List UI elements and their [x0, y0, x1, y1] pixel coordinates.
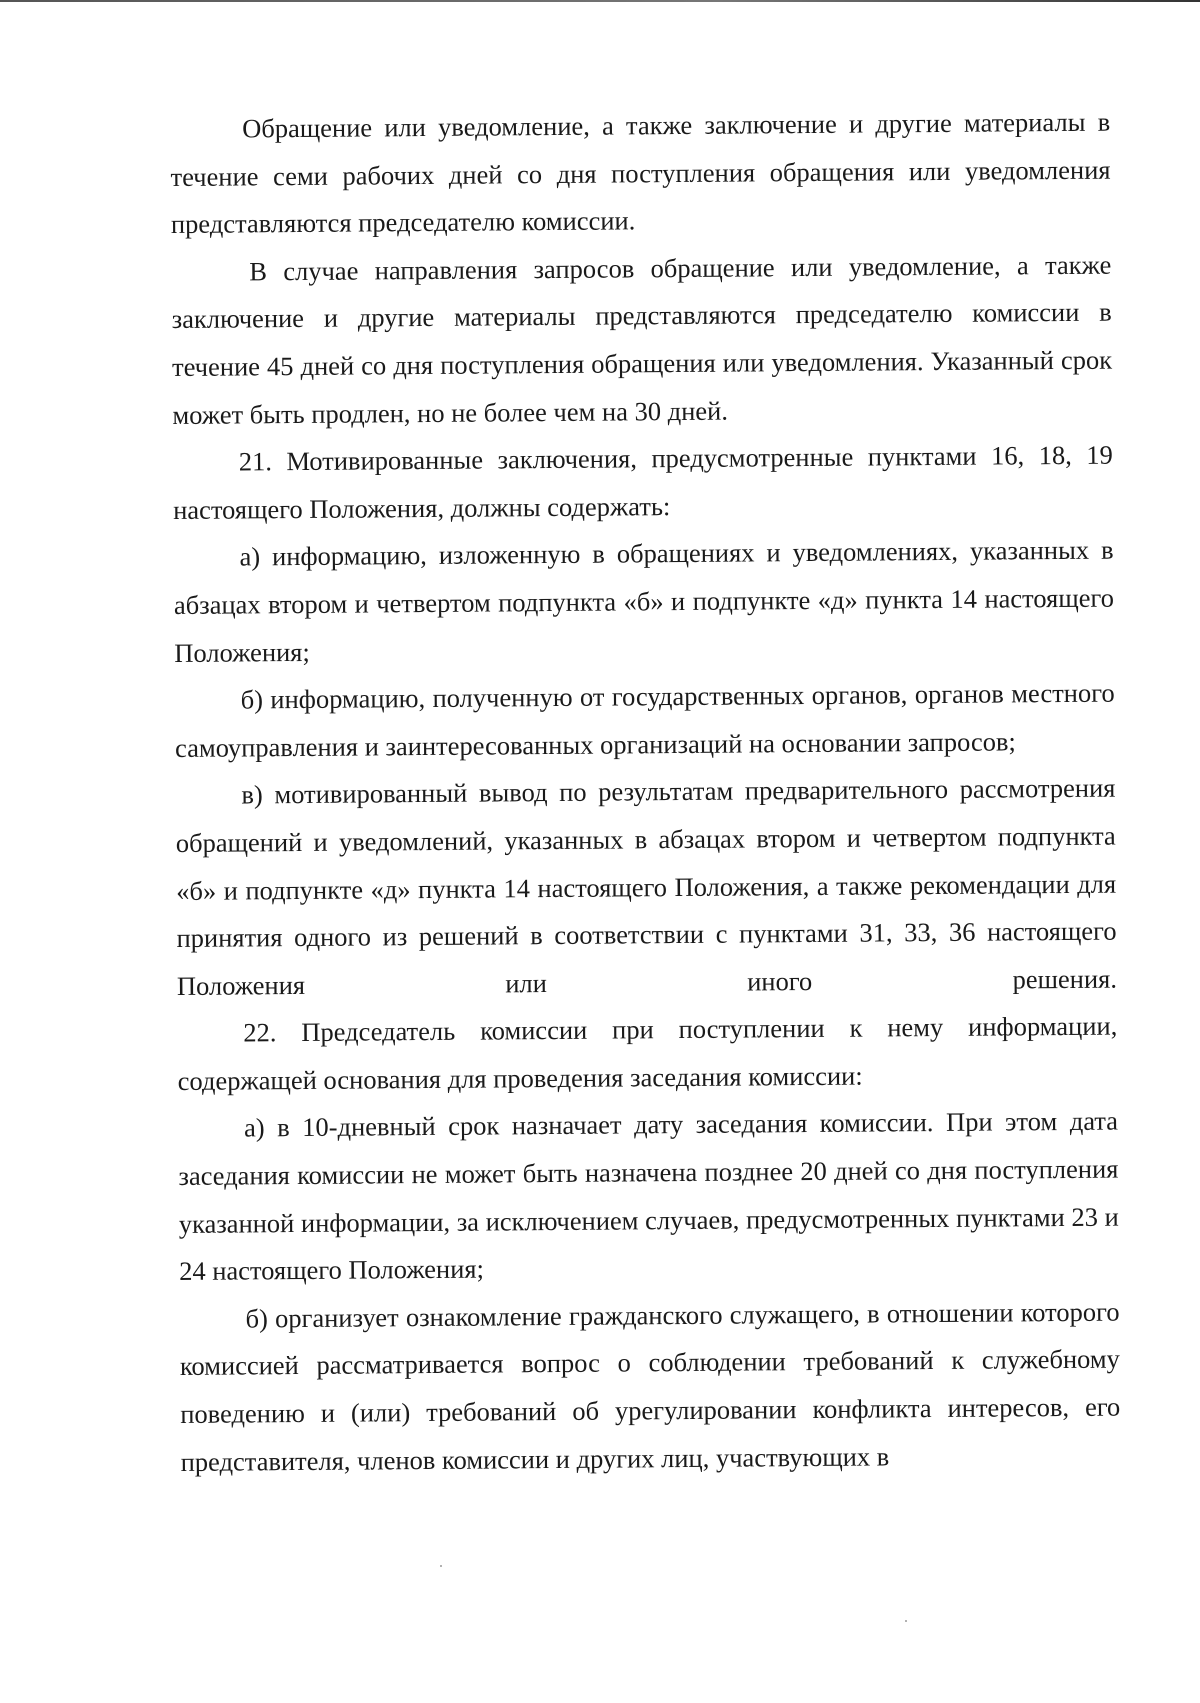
paragraph-item-21-b: б) информацию, полученную от государственных органов, органов местного самоуправления и заинтересованных организаций на основании запросов;	[174, 677, 1115, 763]
paragraph-item-22: 22. Председатель комиссии при поступлении к нему информации, содержащей основания для проведения заседания комиссии:	[177, 1010, 1118, 1096]
scan-speck	[440, 1565, 442, 1567]
paragraph-item-22-a: а) в 10-дневный срок назначает дату заседания комиссии. При этом дата заседания комиссии не может быть назначена позднее 20 дней со дня поступления указанной информации, за исключением случаев, предусмотренных пунктами 23 и 24 настоящего Положения;	[178, 1106, 1119, 1287]
scan-top-edge	[0, 0, 1200, 2]
paragraph-requests-deadline: В случае направления запросов обращение или уведомление, а также заключение и другие материалы представляются председателю комиссии в течение 45 дней со дня поступления обращения или уведомления. Указанный срок может быть продлен, но не более чем на 30 дней.	[171, 249, 1113, 430]
paragraph-item-21-v: в) мотивированный вывод по результатам предварительного рассмотрения обращений и уведомлений, указанных в абзацах втором и четвертом подпункта «б» и подпункте «д» пункта 14 настоящего Положения, а также рекомендации для принятия одного из решений в соответствии с пунктами 31, 33, 36 настоящего Положения или иного решения.	[175, 772, 1117, 1001]
document-page	[170, 99, 1121, 1487]
paragraph-item-22-b: б) организует ознакомление гражданского служащего, в отношении которого комиссией рассматривается вопрос о соблюдении требований к служебному поведению и (или) требований об урегулировании конфликта интересов, его представителя, членов комиссии и других лиц, участвующих в	[179, 1296, 1121, 1477]
paragraph-item-21-a: а) информацию, изложенную в обращениях и уведомлениях, указанных в абзацах втором и четвертом подпункта «б» и подпункте «д» пункта 14 настоящего Положения;	[173, 534, 1115, 668]
paragraph-submission-deadline: Обращение или уведомление, а также заключение и другие материалы в течение семи рабочих дней со дня поступления обращения или уведомления представляются председателю комиссии.	[170, 106, 1111, 240]
scan-speck	[905, 1620, 907, 1622]
paragraph-item-21: 21. Мотивированные заключения, предусмотренные пунктами 16, 18, 19 настоящего Положения, должны содержать:	[173, 439, 1113, 525]
